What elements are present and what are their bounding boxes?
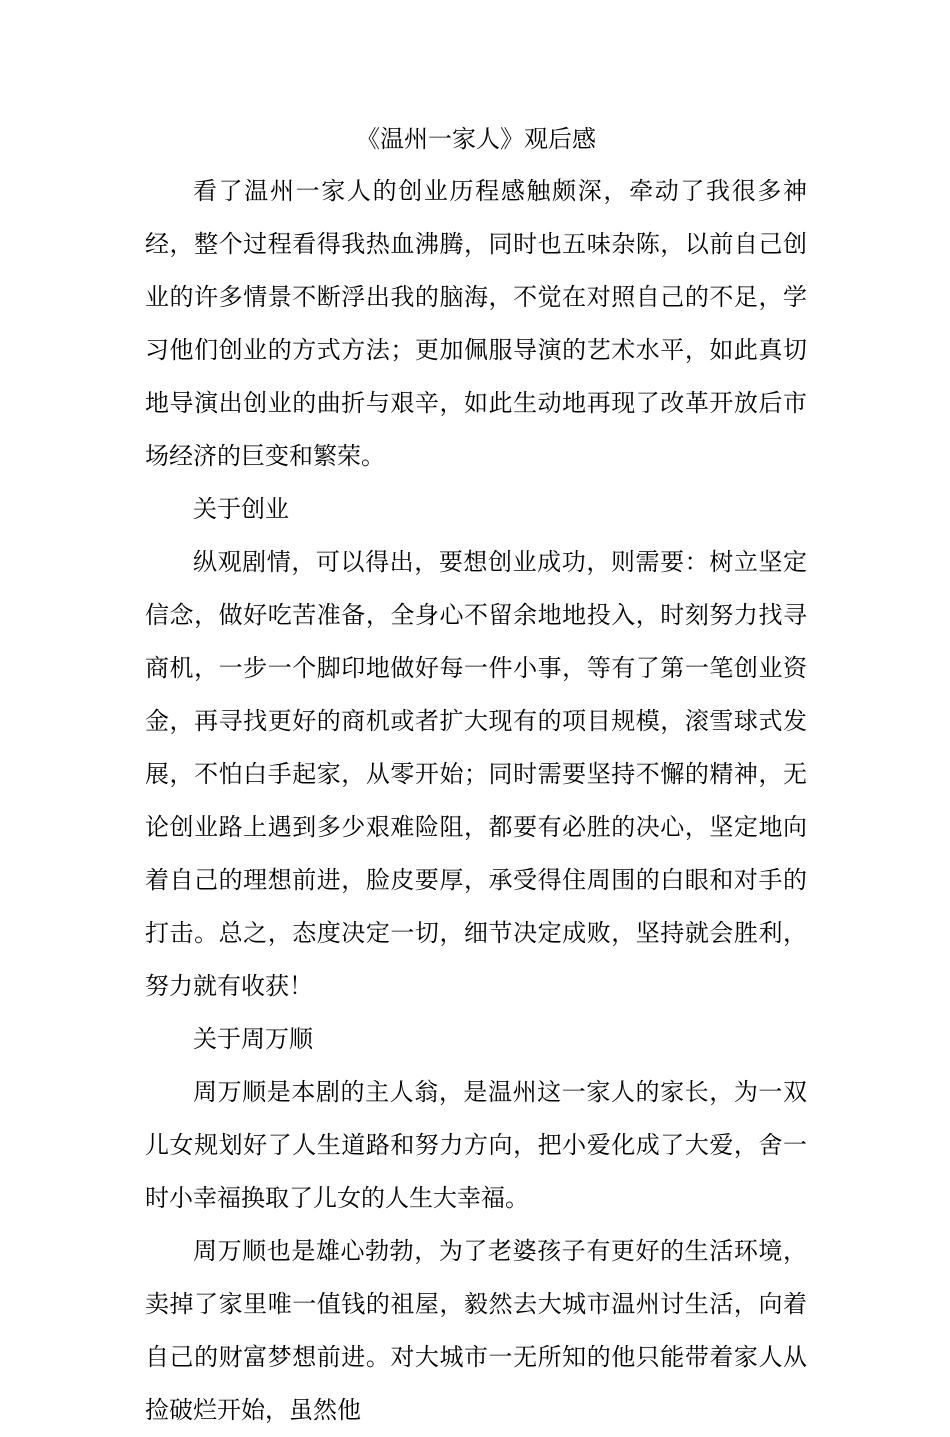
paragraph-intro: 看了温州一家人的创业历程感触颇深，牵动了我很多神经，整个过程看得我热血沸腾，同时也五味杂陈，以前自己创业的许多情景不断浮出我的脑海，不觉在对照自己的不足，学习他们创业的方式方法；更加佩服导演的艺术水平，如此真切地导演出创业的曲折与艰辛，如此生动地再现了改革开放后市场经济的巨变和繁荣。 [145,177,807,470]
paragraph-entrepreneurship: 纵观剧情，可以得出，要想创业成功，则需要：树立坚定信念，做好吃苦准备，全身心不留余地地投入，时刻努力找寻商机，一步一个脚印地做好每一件小事，等有了第一笔创业资金，再寻找更好的商机或者扩大现有的项目规模，滚雪球式发展，不怕白手起家，从零开始；同时需要坚持不懈的精神，无论创业路上遇到多少艰难险阻，都要有必胜的决心，坚定地向着自己的理想前进，脸皮要厚，承受得住周围的白眼和对手的打击。总之，态度决定一切，细节决定成败，坚持就会胜利，努力就有收获！ [145,548,807,1000]
document-body [145,113,807,1437]
section-heading-zhou-wanshun: 关于周万顺 [193,1025,313,1053]
paragraph-zhou-wanshun-1: 周万顺是本剧的主人翁，是温州这一家人的家长，为一双儿女规划好了人生道路和努力方向，把小爱化成了大爱，舍一时小幸福换取了儿女的人生大幸福。 [145,1078,807,1212]
paragraph-zhou-wanshun-2: 周万顺也是雄心勃勃，为了老婆孩子有更好的生活环境，卖掉了家里唯一值钱的祖屋，毅然去大城市温州讨生活，向着自己的财富梦想前进。对大城市一无所知的他只能带着家人从捡破烂开始，虽然他 [145,1237,807,1424]
section-heading-entrepreneurship: 关于创业 [193,495,289,523]
document-title: 《温州一家人》观后感 [356,125,596,153]
